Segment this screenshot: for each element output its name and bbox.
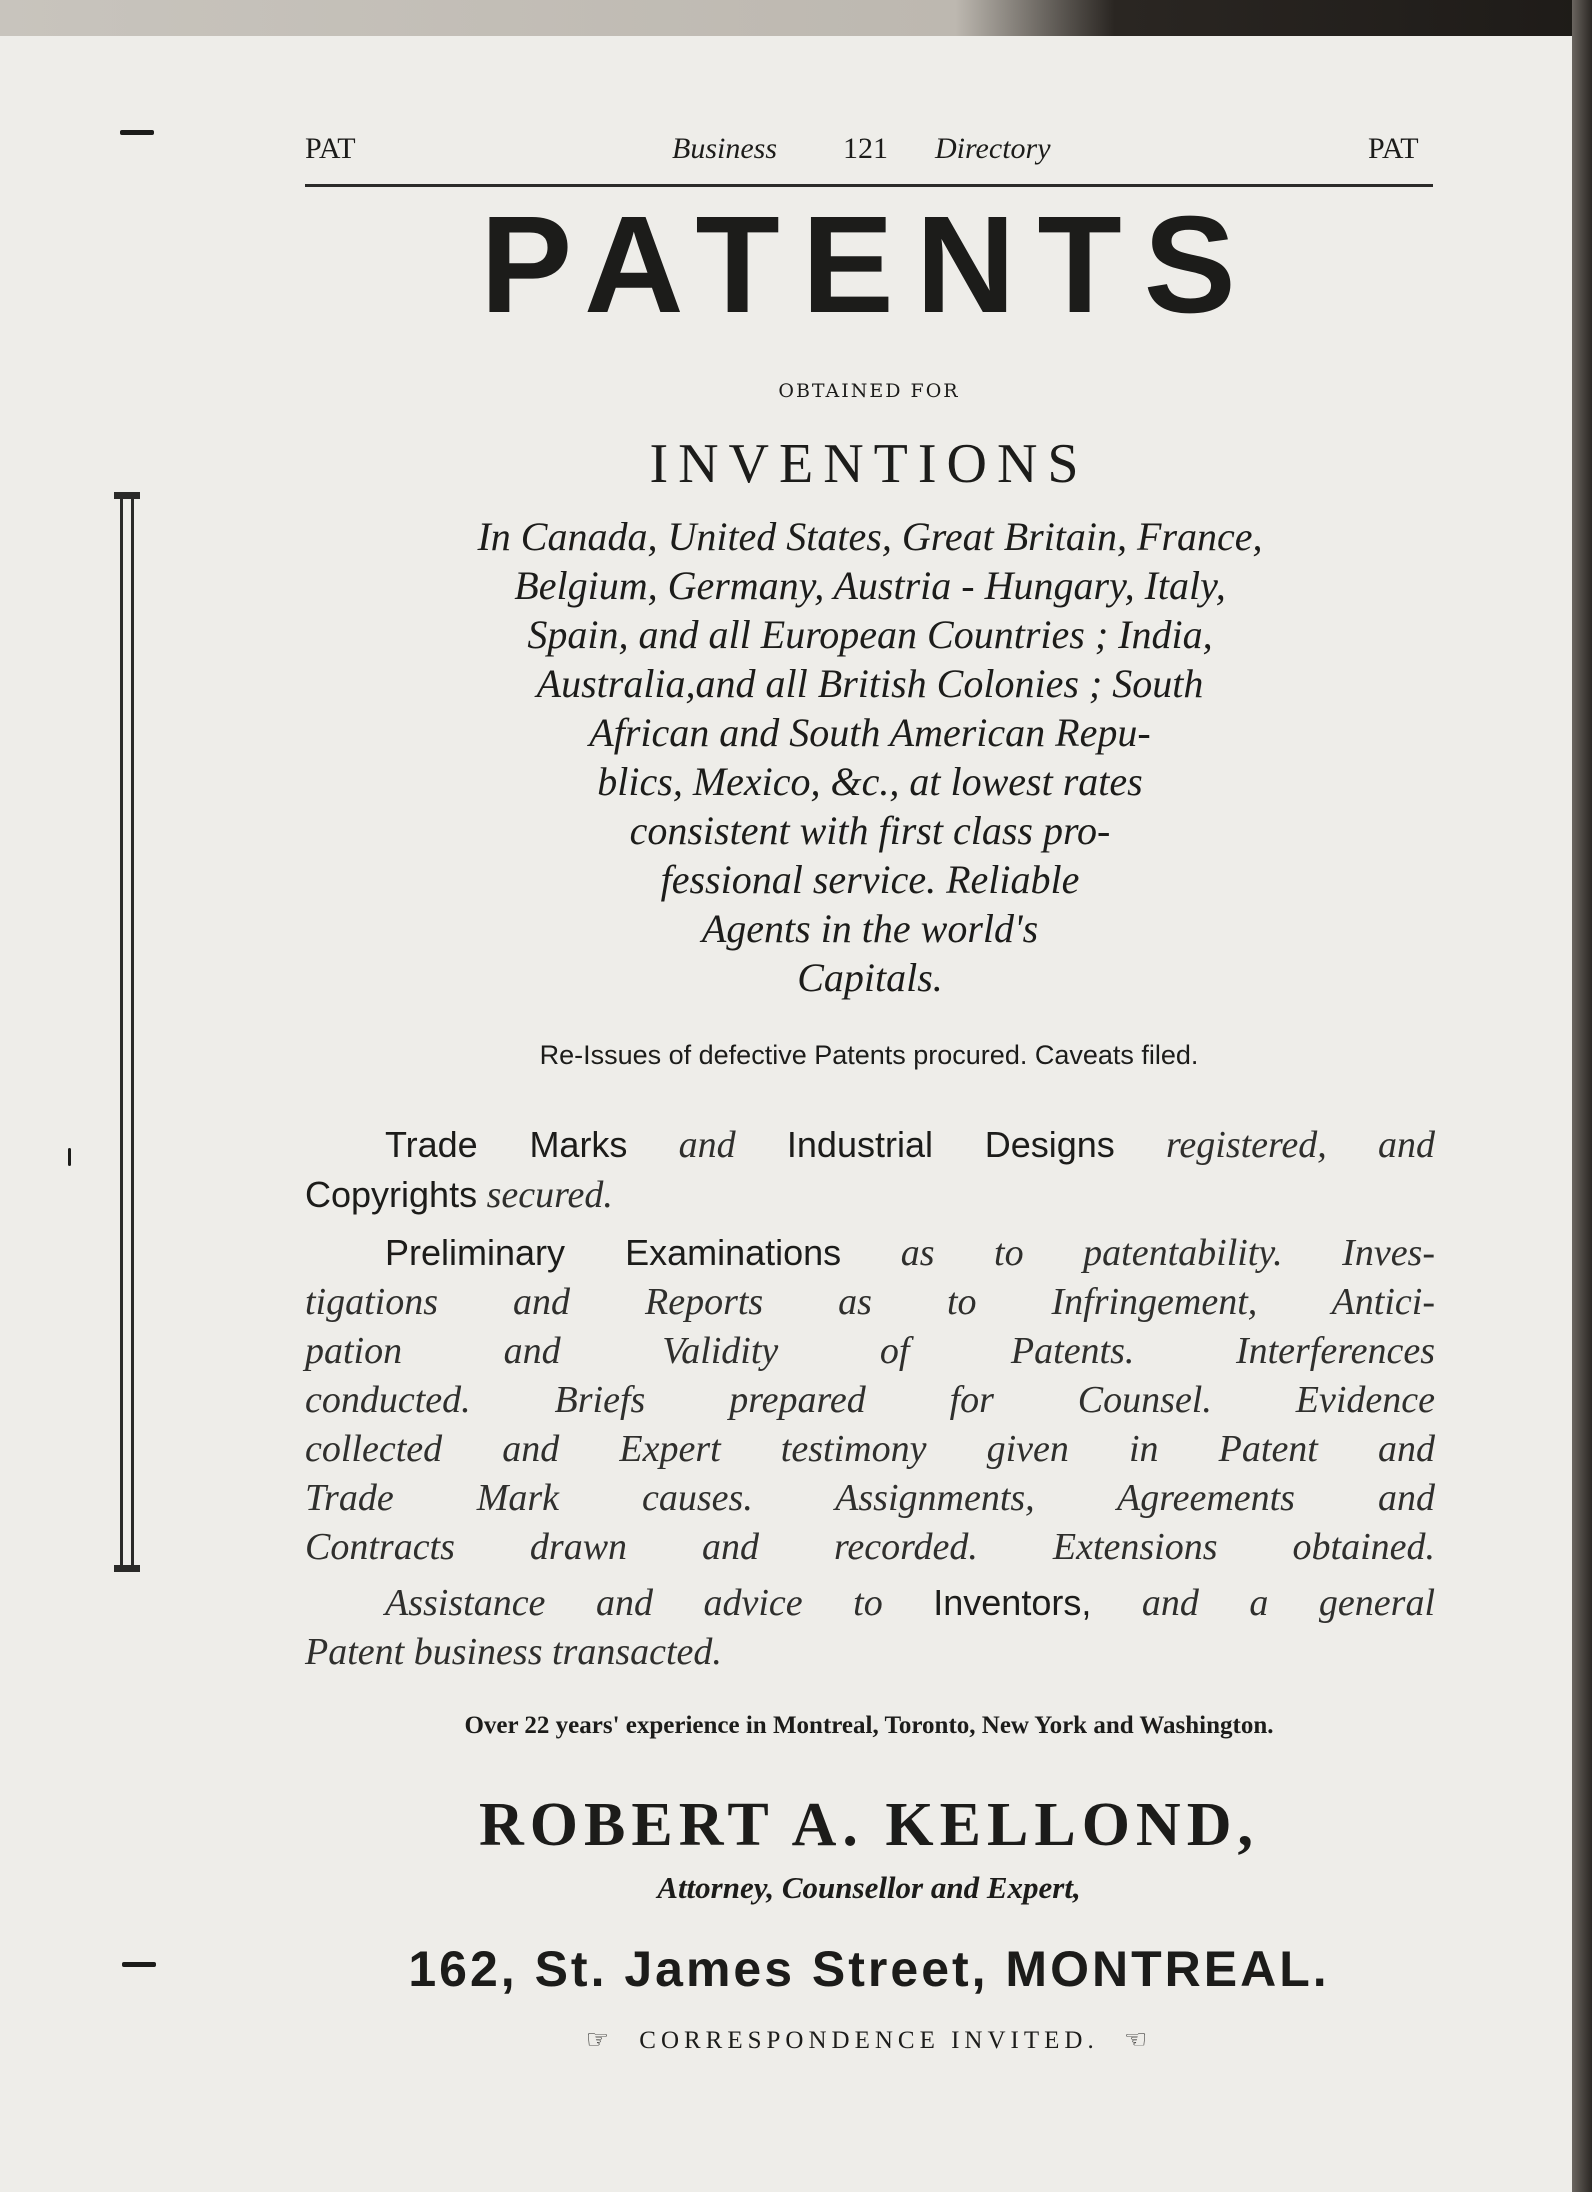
secured-text: secured. [486,1174,613,1216]
intro-line: Agents in the world's [701,906,1039,951]
preliminary-line: Contracts drawn and recorded. Extensions obtained. [305,1526,1435,1568]
intro-line: Spain, and all European Countries ; India, [527,612,1213,657]
assistance-paragraph [305,1578,1435,1677]
directory-page [0,36,1572,2192]
correspondence-text: CORRESPONDENCE INVITED. [639,2027,1099,2054]
header-rule [305,184,1433,187]
header-left: PAT [305,132,356,165]
correspondence-line [305,2025,1433,2055]
page-number: 121 [843,132,888,165]
experience-line: Over 22 years' experience in Montreal, Toronto, New York and Washington. [464,1712,1274,1739]
reissues-line: Re-Issues of defective Patents procured. Caveats filed. [539,1040,1199,1070]
margin-mark-top [120,130,154,135]
patent-business-text: Patent business transacted. [305,1631,722,1673]
preliminary-line: conducted. Briefs prepared for Counsel. Evidence [305,1379,1435,1421]
trade-marks-paragraph [305,1120,1435,1220]
copyrights-text: Copyrights [305,1174,478,1215]
margin-bracket [120,495,134,1570]
margin-tick [68,1148,71,1166]
street-address: 162, St. James Street, MONTREAL. [408,1941,1330,1997]
attorney-role: Attorney, Counsellor and Expert, [657,1870,1081,1905]
intro-line: fessional service. Reliable [660,857,1080,902]
margin-mark-bottom [122,1962,156,1967]
preliminary-examinations-text: Preliminary Examinations [385,1232,842,1273]
header-directory: Directory [935,132,1051,165]
trade-marks-and: and [678,1124,736,1166]
obtained-for: OBTAINED FOR [778,380,960,402]
scan-top-border [0,0,1592,40]
page-title: PATENTS [480,188,1258,342]
preliminary-line: collected and Expert testimony given in Patent and [305,1428,1435,1470]
inventions-heading: INVENTIONS [649,433,1089,495]
trade-marks-text: Trade Marks [385,1124,628,1165]
preliminary-line: pation and Validity of Patents. Interferences [305,1330,1435,1372]
attorney-name: ROBERT A. KELLOND, [479,1791,1259,1859]
preliminary-line: tigations and Reports as to Infringement, Antici- [305,1281,1435,1323]
header-right: PAT [1368,132,1419,165]
header-business: Business [672,132,777,165]
inventors-text: Inventors, [933,1582,1092,1623]
intro-line: consistent with first class pro- [629,808,1111,853]
intro-line: African and South American Repu- [589,710,1151,755]
patentability-text: as to patentability. Inves- [900,1232,1436,1274]
intro-line: Belgium, Germany, Austria - Hungary, Italy, [514,563,1226,608]
page-edge-shadow [1572,0,1592,2192]
intro-line: Capitals. [797,955,943,1000]
pointing-hand-right-icon: ☞ [585,2025,615,2054]
preliminary-line: Trade Mark causes. Assignments, Agreements and [305,1477,1435,1519]
registered-text: registered, and [1166,1124,1436,1166]
pointing-hand-left-icon: ☜ [1123,2025,1153,2054]
bracket-bottom-cap [114,1565,140,1572]
preliminary-paragraph [305,1228,1435,1572]
intro-line: blics, Mexico, &c., at lowest rates [597,759,1143,804]
general-text: and a general [1141,1582,1436,1624]
industrial-designs-text: Industrial Designs [786,1124,1115,1165]
intro-line: In Canada, United States, Great Britain, France, [477,514,1263,559]
assistance-text: Assistance and advice to [385,1582,883,1624]
intro-line: Australia,and all British Colonies ; South [536,661,1204,706]
countries-paragraph [290,512,1450,1002]
